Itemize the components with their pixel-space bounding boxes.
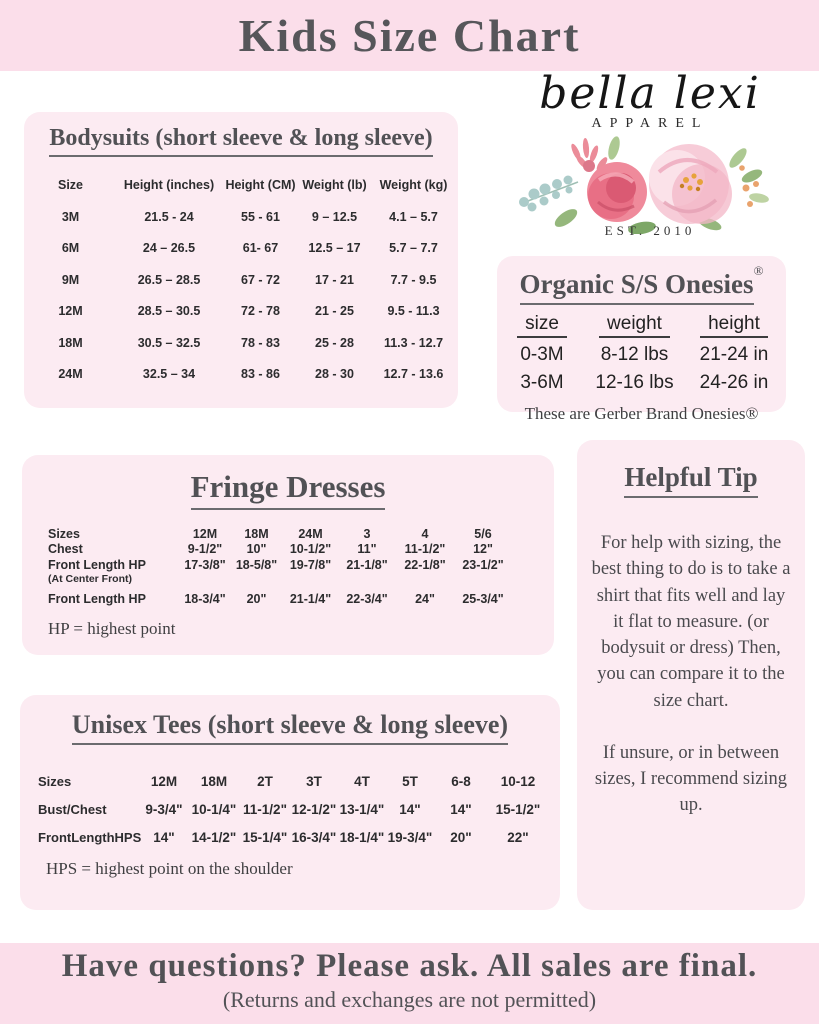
column-header: Height (CM) bbox=[225, 178, 296, 192]
table-cell: 3T bbox=[306, 773, 322, 789]
table-cell: 72 - 78 bbox=[241, 304, 280, 319]
table-row bbox=[48, 542, 554, 558]
table-cell: 18-5/8" bbox=[235, 557, 278, 572]
footer-line-1: Have questions? Please ask. All sales are final. bbox=[61, 948, 758, 984]
table-cell: FrontLengthHPS bbox=[38, 829, 142, 845]
table-row bbox=[24, 201, 458, 233]
table-cell: Front Length HP bbox=[48, 557, 146, 572]
logo-script-text: bella lexi bbox=[539, 68, 761, 119]
column-header: Height (inches) bbox=[123, 178, 215, 192]
logo-established-text: EST. 2010 bbox=[604, 223, 696, 239]
table-cell: 7.7 - 9.5 bbox=[390, 272, 437, 287]
table-cell: Bust/Chest bbox=[38, 801, 107, 817]
header-band bbox=[0, 0, 819, 71]
table-cell: 12M bbox=[192, 526, 218, 541]
table-row bbox=[38, 767, 560, 795]
table-cell: 15-1/4" bbox=[242, 829, 288, 845]
table-cell: 21-1/8" bbox=[346, 557, 388, 572]
table-cell: 18-3/4" bbox=[184, 592, 226, 607]
column-header: Size bbox=[57, 178, 83, 192]
table-cell: Sizes bbox=[38, 773, 72, 789]
table-cell: 17-3/8" bbox=[184, 557, 226, 572]
page-title: Kids Size Chart bbox=[238, 10, 581, 61]
table-cell: 13-1/4" bbox=[339, 801, 385, 817]
table-cell: (At Center Front) bbox=[48, 573, 132, 585]
table-cell: 10-1/2" bbox=[289, 542, 332, 557]
helpful-tip-paragraph-1: For help with sizing, the best thing to do is to take a shirt that fits well and lay it flat to measure. (or bodysuit or dress) Then, you can compare it to the size chart. bbox=[591, 533, 791, 711]
eucalyptus-branch bbox=[519, 176, 578, 212]
table-cell: 78 - 83 bbox=[241, 335, 280, 350]
table-cell: Front Length HP bbox=[48, 592, 146, 607]
table-cell: 55 - 61 bbox=[241, 209, 280, 224]
table-cell: 24" bbox=[415, 592, 435, 607]
table-cell: 4.1 – 5.7 bbox=[389, 209, 438, 224]
bodysuits-panel bbox=[24, 112, 458, 408]
table-cell: 22-1/8" bbox=[404, 557, 446, 572]
table-cell: 19-7/8" bbox=[289, 557, 332, 572]
table-cell: 12M bbox=[58, 304, 83, 319]
table-cell: 9-1/2" bbox=[187, 542, 223, 557]
table-row bbox=[497, 369, 786, 397]
table-cell: 12.5 – 17 bbox=[308, 241, 361, 256]
column-header: size bbox=[497, 313, 587, 338]
onesies-table bbox=[497, 341, 786, 397]
table-cell: 18-1/4" bbox=[339, 829, 385, 845]
table-cell: 22-3/4" bbox=[346, 592, 388, 607]
table-row bbox=[497, 341, 786, 369]
table-cell: 3M bbox=[61, 209, 80, 224]
onesies-note: These are Gerber Brand Onesies® bbox=[524, 404, 759, 423]
left-peony bbox=[587, 162, 647, 222]
table-row bbox=[24, 296, 458, 328]
unisex-tees-table bbox=[20, 767, 560, 851]
fringe-dresses-panel bbox=[22, 455, 554, 655]
table-cell: 24 – 26.5 bbox=[142, 241, 196, 256]
fringe-table bbox=[22, 526, 554, 607]
table-cell: 28 - 30 bbox=[315, 367, 354, 382]
table-cell: 11.3 - 12.7 bbox=[383, 335, 444, 350]
table-cell: 9 – 12.5 bbox=[311, 209, 358, 224]
table-cell: 5.7 – 7.7 bbox=[389, 241, 438, 256]
bodysuits-title: Bodysuits (short sleeve & long sleeve) bbox=[24, 125, 458, 157]
table-cell: 9M bbox=[61, 272, 80, 287]
table-cell: 8-12 lbs bbox=[600, 344, 669, 365]
table-cell: 24-26 in bbox=[699, 372, 769, 393]
table-cell: 11-1/2" bbox=[243, 801, 287, 817]
table-cell: 15-1/2" bbox=[495, 801, 541, 817]
table-cell: 10-12 bbox=[500, 773, 536, 789]
table-cell: 28.5 – 30.5 bbox=[137, 304, 201, 319]
bodysuits-header-row bbox=[24, 177, 458, 193]
table-cell: 4T bbox=[354, 773, 370, 789]
table-cell: 0-3M bbox=[520, 344, 564, 365]
helpful-tip-title: Helpful Tip bbox=[591, 462, 791, 498]
table-cell: 16-3/4" bbox=[291, 829, 337, 845]
table-cell: 22" bbox=[507, 829, 529, 845]
table-cell: 61- 67 bbox=[242, 241, 279, 256]
onesies-title: Organic S/S Onesies® bbox=[497, 263, 786, 305]
table-cell: 18M bbox=[200, 773, 228, 789]
table-cell: 23-1/2" bbox=[462, 557, 504, 572]
table-cell: 3-6M bbox=[520, 372, 564, 393]
table-cell: 25 - 28 bbox=[315, 335, 354, 350]
unisex-tees-title: Unisex Tees (short sleeve & long sleeve) bbox=[20, 710, 560, 745]
table-cell: 24M bbox=[58, 367, 83, 382]
table-row bbox=[48, 592, 554, 608]
table-cell: 21-1/4" bbox=[289, 592, 332, 607]
bodysuits-table bbox=[24, 201, 458, 390]
table-cell: 20" bbox=[450, 829, 472, 845]
table-cell: 17 - 21 bbox=[315, 272, 354, 287]
table-cell: 12" bbox=[473, 542, 493, 557]
table-cell: 10-1/4" bbox=[191, 801, 237, 817]
table-cell: 6-8 bbox=[451, 773, 471, 789]
unisex-tees-panel bbox=[20, 695, 560, 910]
right-peony bbox=[649, 144, 732, 224]
brand-logo bbox=[505, 70, 795, 239]
onesies-panel bbox=[497, 256, 786, 423]
table-row bbox=[24, 233, 458, 265]
column-header: height bbox=[682, 313, 786, 338]
table-cell: 21.5 - 24 bbox=[144, 209, 194, 224]
table-cell: 14" bbox=[153, 829, 175, 845]
table-row bbox=[24, 264, 458, 296]
table-cell: 9-3/4" bbox=[145, 801, 183, 817]
table-row bbox=[38, 795, 560, 823]
table-cell: 21-24 in bbox=[699, 344, 769, 365]
table-cell: 6M bbox=[61, 241, 80, 256]
registered-mark: ® bbox=[753, 263, 764, 278]
table-cell: 14" bbox=[450, 801, 472, 817]
table-cell: Sizes bbox=[48, 526, 80, 541]
table-cell: 14-1/2" bbox=[191, 829, 237, 845]
column-header: weight bbox=[587, 313, 682, 338]
table-cell: 12.7 - 13.6 bbox=[383, 367, 444, 382]
table-cell: 18M bbox=[58, 335, 83, 350]
footer-line-2: (Returns and exchanges are not permitted) bbox=[222, 987, 597, 1012]
table-cell: 32.5 – 34 bbox=[142, 367, 196, 382]
onesies-header-row bbox=[497, 313, 786, 338]
helpful-tip-panel bbox=[577, 440, 805, 910]
table-cell: 26.5 – 28.5 bbox=[137, 272, 201, 287]
table-cell: 83 - 86 bbox=[241, 367, 280, 382]
table-cell: 12M bbox=[150, 773, 178, 789]
table-cell: 18M bbox=[244, 526, 269, 541]
table-cell: 25-3/4" bbox=[462, 592, 504, 607]
table-cell: 11" bbox=[357, 542, 377, 557]
table-cell: 10" bbox=[246, 542, 267, 557]
table-cell: 67 - 72 bbox=[241, 272, 280, 287]
table-row bbox=[48, 573, 554, 586]
unisex-tees-note: HPS = highest point on the shoulder bbox=[46, 859, 293, 878]
table-cell: 9.5 - 11.3 bbox=[387, 304, 440, 319]
footer-band bbox=[0, 943, 819, 1024]
table-cell: 19-3/4" bbox=[387, 829, 433, 845]
table-cell: 5T bbox=[402, 773, 418, 789]
table-row bbox=[24, 359, 458, 391]
table-row bbox=[24, 327, 458, 359]
table-cell: Chest bbox=[48, 542, 83, 557]
table-cell: 12-1/2" bbox=[291, 801, 337, 817]
fringe-title: Fringe Dresses bbox=[22, 469, 554, 510]
table-cell: 24M bbox=[298, 526, 323, 541]
table-cell: 2T bbox=[257, 773, 273, 789]
table-cell: 21 - 25 bbox=[315, 304, 354, 319]
fringe-note: HP = highest point bbox=[48, 619, 176, 638]
column-header: Weight (kg) bbox=[379, 178, 448, 192]
table-row bbox=[48, 557, 554, 573]
helpful-tip-paragraph-2: If unsure, or in between sizes, I recommend sizing up. bbox=[594, 742, 788, 816]
logo-apparel-text: APPAREL bbox=[591, 116, 709, 132]
table-cell: 14" bbox=[399, 801, 421, 817]
table-row bbox=[48, 526, 554, 542]
table-cell: 3 bbox=[363, 526, 371, 541]
column-header: Weight (lb) bbox=[302, 178, 367, 192]
table-cell: 5/6 bbox=[474, 526, 492, 541]
table-cell: 20" bbox=[246, 592, 267, 607]
table-cell: 11-1/2" bbox=[404, 542, 446, 557]
table-cell: 12-16 lbs bbox=[595, 372, 674, 393]
table-cell: 30.5 – 32.5 bbox=[137, 335, 201, 350]
table-cell: 4 bbox=[421, 526, 429, 541]
table-row bbox=[38, 823, 560, 851]
